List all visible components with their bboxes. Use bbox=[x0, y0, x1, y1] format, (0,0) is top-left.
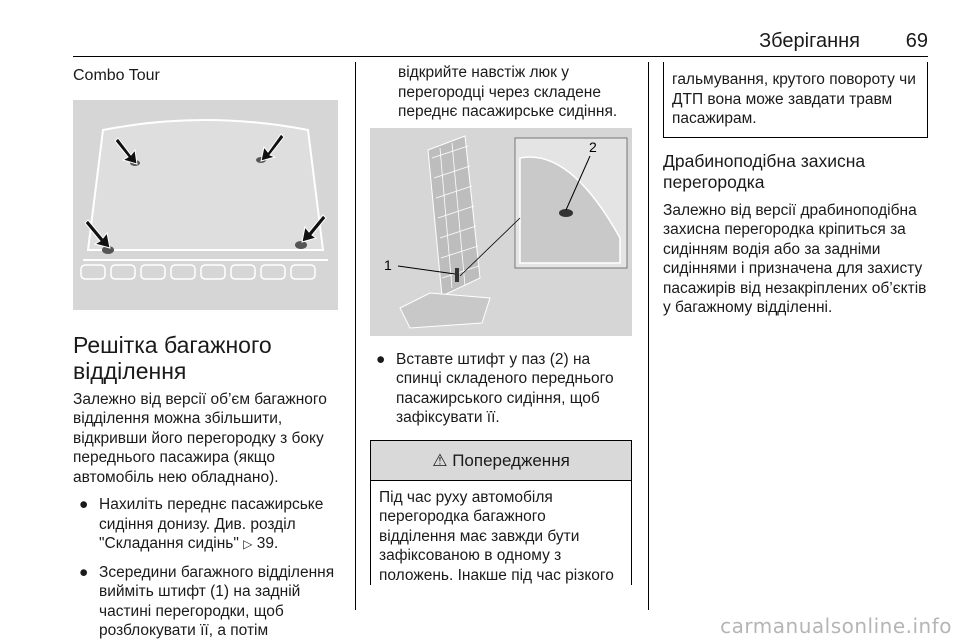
warning-title: Попередження bbox=[452, 450, 570, 470]
page-ref[interactable]: 39. bbox=[256, 535, 279, 552]
ladder-partition-paragraph: Залежно від версії драбиноподібна захисна перегородка кріпиться за сидінням водія або за задніми сидіннями і призначена для захисту пасажирів від незакріплених об’єктів у багажному відділенні. bbox=[663, 201, 927, 316]
warning-text: Під час руху автомобіля перегородка багажного відділення має завжди бути зафіксованою в одному з положень. Інакше під час різкого bbox=[379, 488, 614, 584]
list-item bbox=[73, 563, 341, 641]
bullet-dot: ● bbox=[376, 350, 386, 368]
section-heading-cargo-grille: Решітка багажного відділення bbox=[73, 331, 272, 384]
left-column bbox=[73, 66, 341, 641]
middle-column bbox=[370, 63, 632, 585]
column-divider-2 bbox=[648, 62, 649, 610]
cargo-floor-drawing bbox=[73, 100, 338, 310]
header-rule bbox=[73, 56, 928, 57]
callout-2: 2 bbox=[589, 138, 597, 155]
warning-header bbox=[371, 441, 631, 481]
list-item bbox=[370, 350, 632, 428]
cargo-floor-illustration bbox=[73, 100, 338, 310]
bullet-text: Вставте штифт у паз (2) на спинці складеного переднього пасажирського сидіння, щоб зафіксувати її. bbox=[396, 350, 614, 426]
column-divider-1 bbox=[355, 62, 356, 610]
bullet-dot: ● bbox=[79, 496, 89, 513]
warning-continuation-text: гальмування, крутого повороту чи ДТП вона може завдати травм пасажирам. bbox=[672, 71, 916, 127]
intro-paragraph: Залежно від версії об’єм багажного відділення можна збільшити, відкривши його перегородку з боку переднього пасажира (якщо автомобіль нею обладнано). bbox=[73, 390, 327, 486]
warning-continuation-box bbox=[663, 62, 928, 138]
bullet-dot: ● bbox=[79, 563, 89, 581]
callout-1: 1 bbox=[384, 256, 392, 273]
model-label: Combo Tour bbox=[73, 67, 160, 84]
continuation-text: відкрийте навстіж люк у перегородці через складене переднє пасажирське сидіння. bbox=[398, 64, 618, 120]
section-heading-ladder-partition: Драбиноподібна захисна перегородка bbox=[663, 150, 866, 192]
bullet-text: Нахиліть переднє пасажирське сидіння донизу. Див. розділ "Складання сидінь" bbox=[99, 496, 324, 552]
list-item bbox=[73, 495, 341, 555]
watermark: carmanualsonline.info bbox=[720, 614, 952, 638]
right-column bbox=[663, 62, 928, 318]
partition-pin-illustration bbox=[370, 128, 632, 336]
warning-box bbox=[370, 440, 632, 586]
bullet-text: Зсередини багажного відділення вийміть штифт (1) на задній частині перегородки, щоб розблокувати її, а потім bbox=[99, 563, 335, 639]
warning-triangle-icon: ⚠ bbox=[432, 450, 448, 470]
page-number: 69 bbox=[905, 30, 928, 52]
header-title: Зберігання bbox=[759, 30, 860, 52]
partition-drawing bbox=[370, 128, 632, 336]
page-ref-arrow-icon: ▷ bbox=[243, 537, 253, 551]
